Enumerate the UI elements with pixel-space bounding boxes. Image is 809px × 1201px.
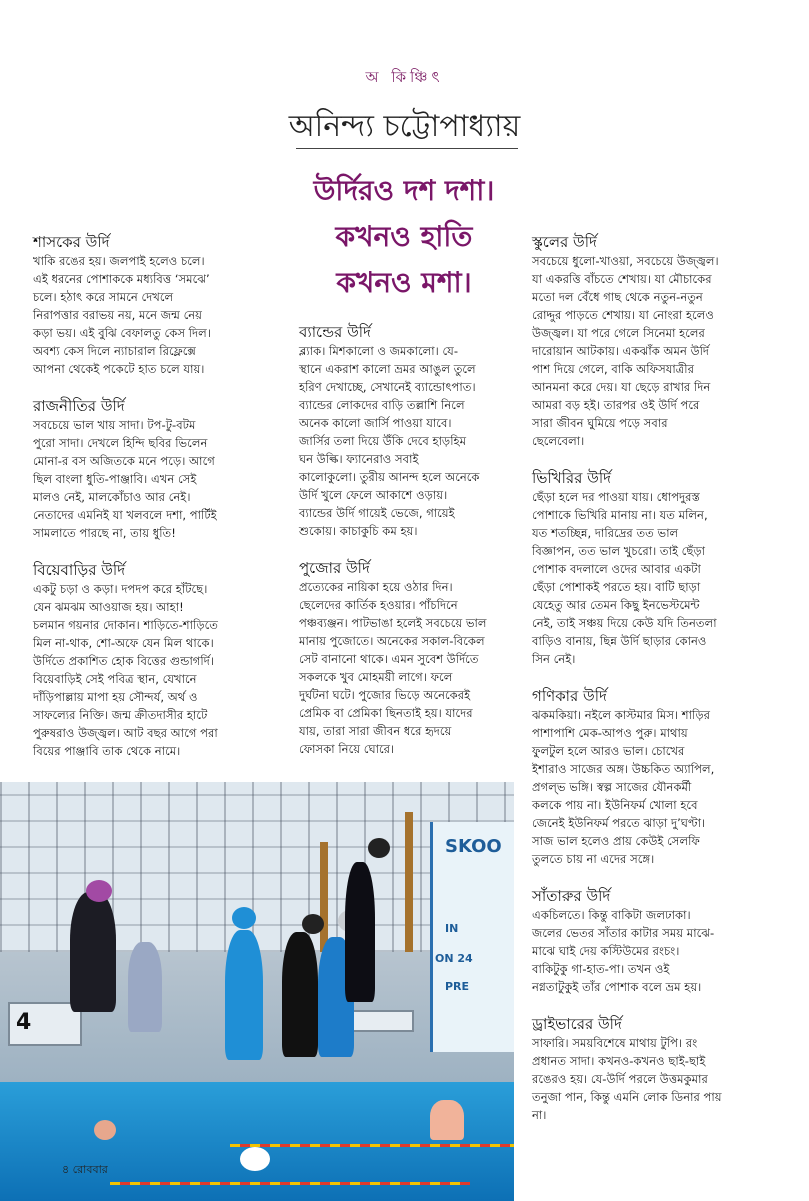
swimmer-cap bbox=[302, 914, 324, 934]
swimmer-cap bbox=[94, 1120, 116, 1140]
section-title: ড্রাইভারের উর্দি bbox=[532, 1015, 622, 1033]
headline-line: উর্দিরও দশ দশা। bbox=[313, 174, 495, 207]
section bbox=[33, 232, 295, 378]
banner-text: ON 24 bbox=[435, 952, 473, 965]
swimmer-cap bbox=[86, 880, 112, 902]
swimmers-photo bbox=[0, 782, 514, 1201]
section-body: সবচেয়ে ভাল খায় সাদা। টপ-টু-বটম পুরো সাদা। দেখলে হিন্দি ছবির ভিলেন মোনা-র বস অজিতকে মনে পড়ে। আগে ছিল বাংলা ধুতি-পাঞ্জাবি। এখন সেই মালও নেই, মালকোঁচাও আর নেই। নেতাদের এমনিই যা খলবলে দশা, পার্টিই সামলাতে পারছে না, তায় ধুতি! bbox=[33, 418, 217, 540]
section-body: সবচেয়ে ধুলো-খাওয়া, সবচেয়ে উজ্জ্বল। যা একরত্তি বাঁচতে শেখায়। যা মৌচাকের মতো দল বেঁধে গাছ থেকে নতুন-নতুন রোদ্দুর পাড়তে শেখায়। যা নোংরা হলেও উজ্জ্বল। যা পরে গেলে সিনেমা হলের দারোয়ান আটকায়। একঝাঁক অমন উর্দি পাশ দিয়ে গেলে, বাকি অফিসযাত্রীর আনমনা করে দেয়। যা ছেড়ে রাখার দিন আমরা বড় হই। তারপর ওই উর্দি পরে সারা জীবন ঘুমিয়ে পড়ে সবার ছেলেবেলা। bbox=[532, 254, 719, 448]
section bbox=[532, 1014, 788, 1124]
lane-rope bbox=[230, 1144, 514, 1147]
swimmer bbox=[282, 932, 318, 1057]
section-title: সাঁতারুর উর্দি bbox=[532, 887, 611, 905]
sponsor-banner bbox=[430, 822, 514, 1052]
headline-line: কখনও মশা। bbox=[336, 266, 472, 299]
section bbox=[33, 396, 295, 542]
section-title: পুজোর উর্দি bbox=[299, 559, 370, 577]
section-title: স্কুলের উর্দি bbox=[532, 233, 597, 251]
swimmer bbox=[345, 862, 375, 1002]
section bbox=[299, 558, 519, 758]
page-footer: ৪ রোববার bbox=[62, 1163, 108, 1176]
banner-text: PRE bbox=[445, 980, 470, 993]
section-body: একচিলতে। কিন্তু বাকিটা জলঢাকা। জলের ভেতর সাঁতার কাটার সময় মাঝে- মাঝে ঘাই দেয় কস্টিউমের রংচং। বাকিটুকু গা-হাত-পা। তখন ওই নগ্নতাটুকুই তাঁর পোশাক বলে ভ্রম হয়। bbox=[532, 908, 715, 994]
section-title: শাসকের উর্দি bbox=[33, 233, 110, 251]
section-title: বিয়েবাড়ির উর্দি bbox=[33, 561, 126, 579]
headline-line: কখনও হাতি bbox=[335, 220, 473, 253]
section bbox=[532, 686, 788, 868]
swimmer bbox=[128, 942, 162, 1032]
section-body: খাকি রঙের হয়। জলপাই হলেও চলে। এই ধরনের পোশাককে মধ্যবিত্ত ‘সমঝে’ চলে। হঠাৎ করে সামনে দেখলে নিরাপত্তার বরাভয় নয়, মনে জন্ম নেয় কড়া ভয়। এই বুঝি বেফালতু কেস দিল। অবশ্য কেস দিলে ন্যাচারাল রিফ্লেক্সে আপনা থেকেই পকেটে হাত চলে যায়। bbox=[33, 254, 211, 376]
swimmer bbox=[430, 1100, 464, 1140]
column-tag: অ কিঞ্চিৎ bbox=[365, 68, 444, 86]
section-body: ছেঁড়া হলে দর পাওয়া যায়। ধোপদুরস্ত পোশাকে ভিখিরি মানায় না। যত মলিন, যত শতচ্ছিন্ন, দারিদ্রের তত ভাল বিজ্ঞাপন, তত ভাল খুচরো। তাই ছেঁড়া পোশাক বদলালে ওদের আবার একটা ছেঁড়া পোশাকই পরতে হয়। বাটি ছাড়া যেহেতু আর তেমন কিছু ইনভেস্টমেন্ট নেই, তাই সঞ্চয় দিয়ে কেউ যদি তিনতলা বাড়িও বানায়, ছিন্ন উর্দি ছাড়ার কোনও সিন নেই। bbox=[532, 490, 717, 666]
section-body: প্রত্যেকের নায়িকা হয়ে ওঠার দিন। ছেলেদের কার্তিক হওয়ার। পাঁচদিনে পঞ্চব্যঞ্জন। পাটভাঙা হলেই সবচেয়ে ভাল মানায় পুজোতে। অনেকের সকাল-বিকেল সেট বানানো থাকে। এমন সুবেশ উর্দিতে সকলকে খুব মোহময়ী লাগে। ফলে দুর্ঘটনা ঘটে। পুজোর ভিড়ে অনেকেরই প্রেমিক বা প্রেমিকা ছিনতাই হয়। যাদের যায়, তারা সারা জীবন ধরে হৃদয়ে ফোসকা নিয়ে ঘোরে। bbox=[299, 580, 487, 756]
section bbox=[532, 886, 788, 996]
swimmer bbox=[225, 930, 263, 1060]
section bbox=[532, 232, 788, 450]
section-title: গণিকার উর্দি bbox=[532, 687, 607, 705]
swimmer bbox=[70, 892, 116, 1012]
swimmer-cap bbox=[368, 838, 390, 858]
swimmer-cap bbox=[240, 1147, 270, 1171]
section bbox=[532, 468, 788, 668]
section-title: ব্যান্ডের উর্দি bbox=[299, 323, 371, 341]
section bbox=[299, 322, 519, 540]
section bbox=[33, 560, 295, 760]
middle-column bbox=[299, 322, 519, 776]
block-number: 4 bbox=[16, 1010, 32, 1035]
author-name: অনিন্দ্য চট্টোপাধ্যায় bbox=[288, 109, 521, 144]
section-body: সাফারি। সময়বিশেষে মাথায় টুপি। রং প্রধানত সাদা। কখনও-কখনও ছাই-ছাই রঙেরও হয়। যে-উর্দি পরলে উত্তমকুমার তনুজা পান, কিন্তু এমনি লোক ডিনার পায় না। bbox=[532, 1036, 722, 1122]
lane-rope bbox=[110, 1182, 470, 1185]
section-body: ঝকমকিয়া। নইলে কাস্টমার মিস। শাড়ির পাশাপাশি মেক-আপও পুরু। মাথায় ফুলটুল হলে আরও ভাল। চোখের ইশারাও সাজের অঙ্গ। উচ্চকিত অ্যাপিল, প্রগল্ভ ভঙ্গি। স্বল্প সাজের যৌনকর্মী কলকে পায় না। ইউনিফর্ম খোলা হবে জেনেই ইউনিফর্ম পরতে ঝাড়া দু’ঘণ্টা। সাজ ভাল হলেও প্রায় কেউই সেলফি তুলতে চায় না এদের সঙ্গে। bbox=[532, 708, 715, 866]
swimmer-cap bbox=[232, 907, 256, 929]
banner-text: IN bbox=[445, 922, 459, 935]
left-column bbox=[33, 232, 295, 778]
author-underline bbox=[296, 148, 518, 149]
section-body: একটু চড়া ও কড়া। দপদপ করে হাঁটছে। যেন ঝমঝম আওয়াজ হয়। আহা! চলমান গয়নার দোকান। শাড়িতে-শাড়িতে মিল না-থাক, শো-অফে যেন মিল থাকে। উর্দিতে প্রকাশিত হোক বিত্তের গুন্ডাগর্দি। বিয়েবাড়িই সেই পবিত্র স্থান, যেখানে দাঁড়িপাল্লায় মাপা হয় সৌন্দর্য, অর্থ ও সাফল্যের নিক্তি। জন্ম ক্রীতদাসীর হাটে পুরুষরাও উজ্জ্বল। আট বছর আগে পরা বিয়ের পাঞ্জাবি তাক থেকে নামে। bbox=[33, 582, 218, 758]
section-title: রাজনীতির উর্দি bbox=[33, 397, 125, 415]
section-body: ব্ল্যাক। মিশকালো ও জমকালো। যে- স্থানে একরাশ কালো ভ্রমর আঙুল তুলে হরিণ দেখাচ্ছে, সেখানেই ব্যান্ডোৎপাত। ব্যান্ডের লোকদের বাড়ি তল্লাশি নিলে অনেক কালো জার্সি পাওয়া যাবে। জার্সির তলা দিয়ে উঁকি দেবে হাড়হিম ঘন উল্কি। ফ্যানেরাও সবাই কালোকুলো। তুরীয় আনন্দ হলে অনেকে উর্দি খুলে ফেলে আকাশে ওড়ায়। ব্যান্ডের উর্দি গায়েই ভেজে, গায়েই শুকোয়। কাচাকুচি কম হয়। bbox=[299, 344, 480, 538]
banner-text: SKOO bbox=[445, 836, 502, 857]
right-column bbox=[532, 232, 788, 1142]
headline bbox=[270, 168, 538, 306]
section-title: ভিখিরির উর্দি bbox=[532, 469, 612, 487]
